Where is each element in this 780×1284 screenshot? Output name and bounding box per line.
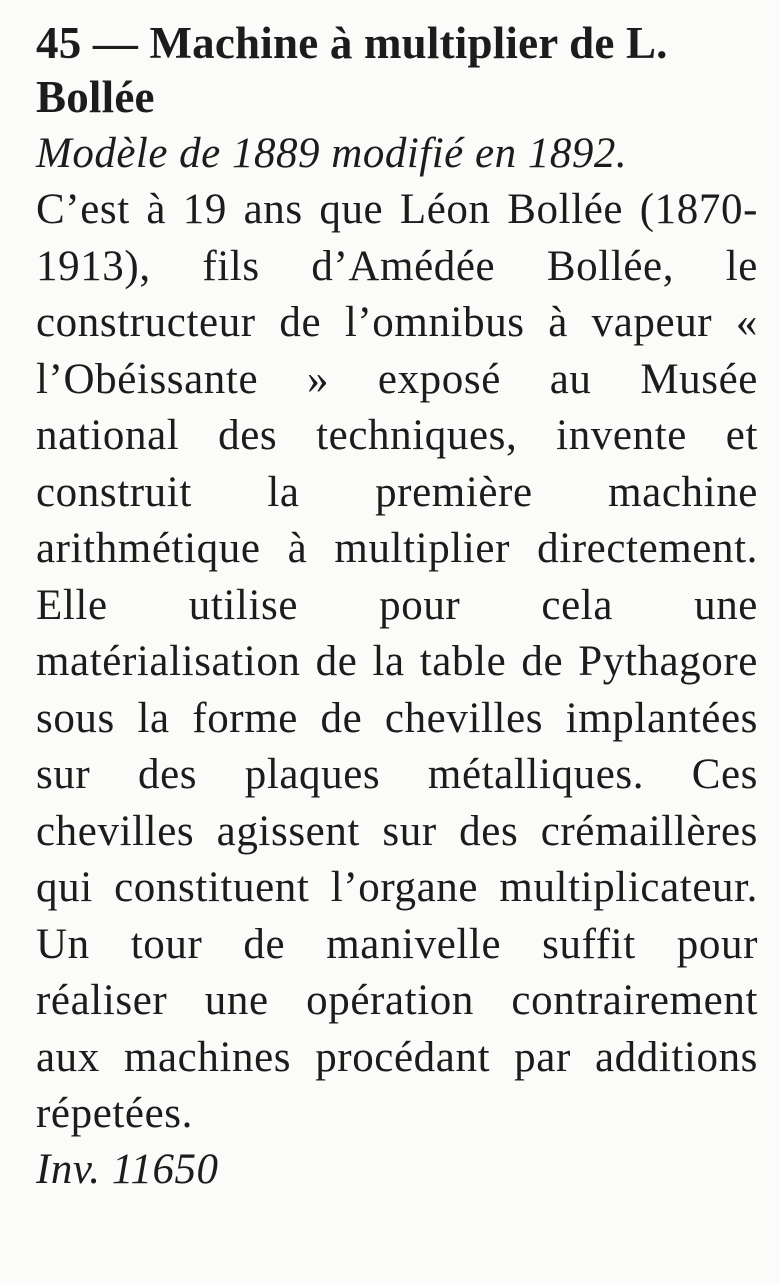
- entry-description: C’est à 19 ans que Léon Bollée (1870-1913), fils d’Amédée Bollée, le constructeur de l’omnibus à vapeur « l’Obéissante » exposé au Musée national des techniques, invente et construit la première machine arithmétique à multiplier directement. Elle utilise pour cela une matérialisation de la table de Pythagore sous la forme de chevilles implantées sur des plaques métalliques. Ces chevilles agissent sur des crémaillères qui constituent l’organe multiplicateur. Un tour de manivelle suffit pour réaliser une opération contrairement aux machines procédant par additions répetées.: [36, 186, 758, 1137]
- entry-subtitle: Modèle de 1889 modifié en 1892.: [36, 130, 628, 177]
- inventory-number: Inv. 11650: [36, 1145, 219, 1193]
- entry-title: 45 — Machine à multiplier de L. Bollée: [36, 18, 668, 122]
